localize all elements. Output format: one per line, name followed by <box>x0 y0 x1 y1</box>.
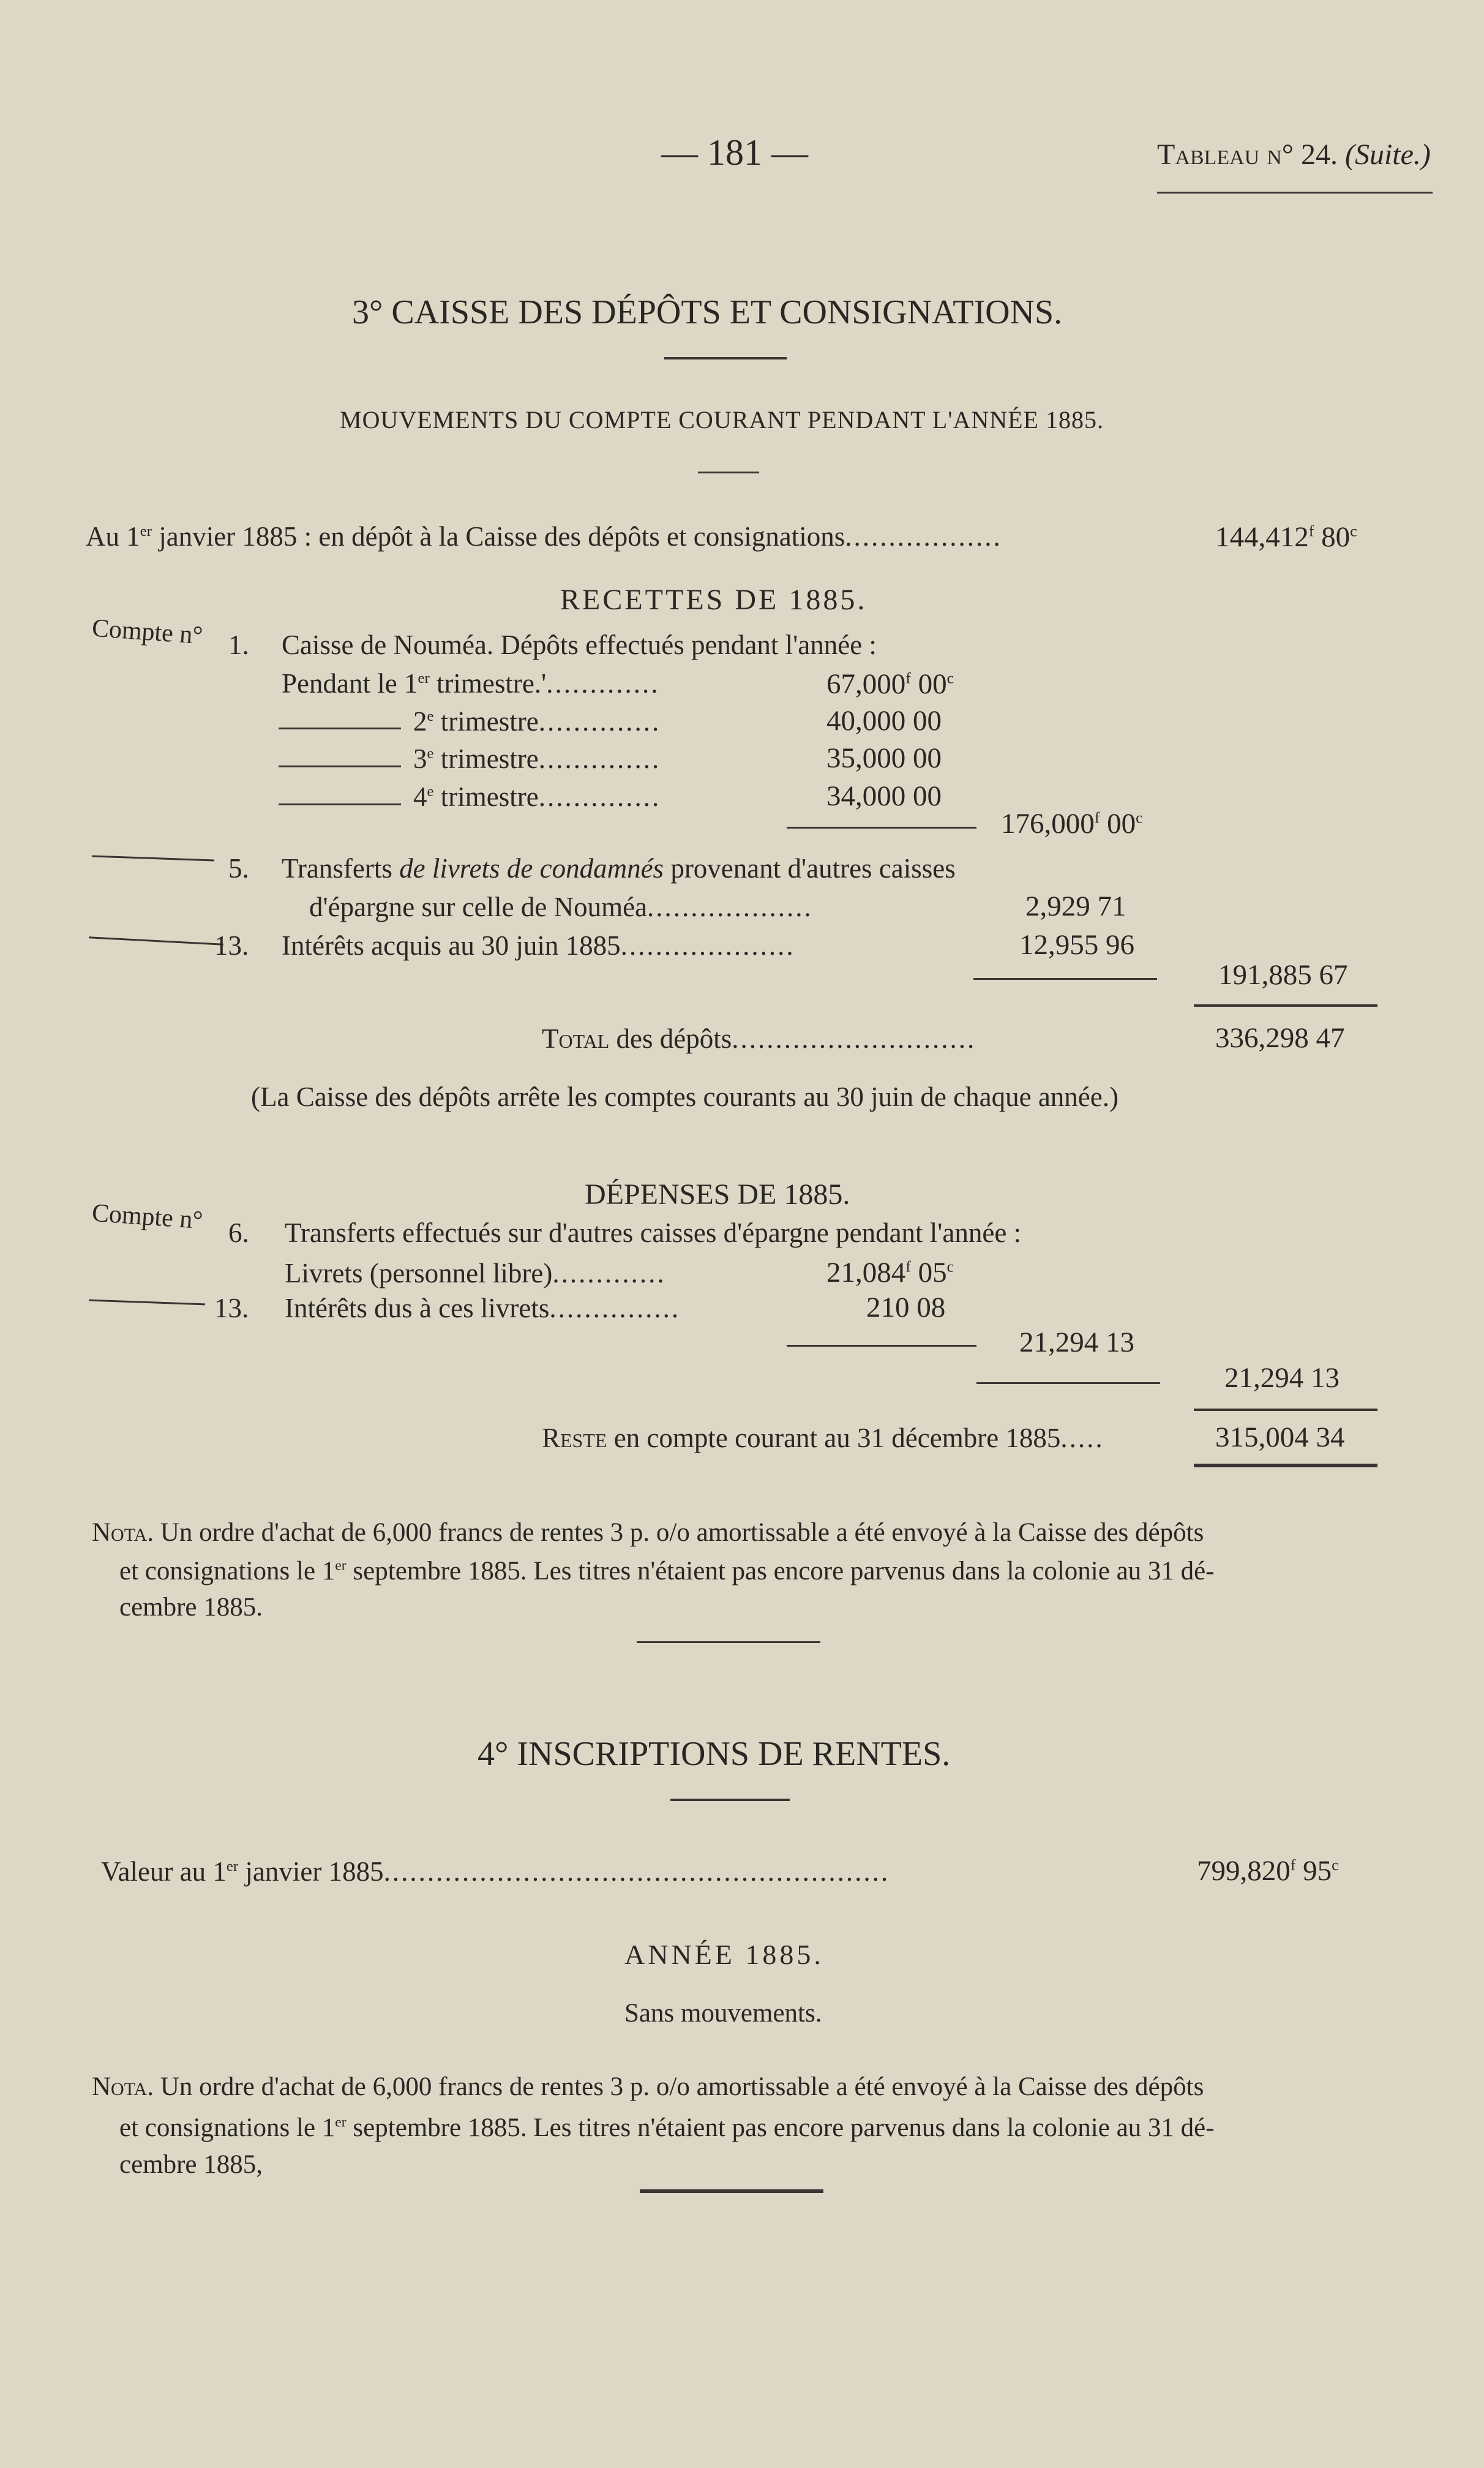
section4-title: 4° INSCRIPTIONS DE RENTES. <box>478 1735 951 1773</box>
ditto-rule-depenses13 <box>89 1300 205 1306</box>
opening-balance-label: Au 1er janvier 1885 : en dépôt à la Caisse des dépôts et consignations.................. <box>86 521 1002 552</box>
trimester-2-amount: 40,000 00 <box>826 705 942 737</box>
depenses-compte13-label: Intérêts dus à ces livrets............... <box>285 1293 681 1323</box>
section4-title-rule <box>670 1799 790 1801</box>
sans-mouvements: Sans mouvements. <box>624 1999 822 2028</box>
ditto-rule-3 <box>279 766 401 767</box>
trimester-2-label: 2e trimestre.............. <box>413 706 661 737</box>
compte6-label: Transferts effectués sur d'autres caisses d'épargne pendant l'année : <box>285 1217 1022 1248</box>
valeur-amount: 799,820$^f$ 95$^c$ <box>1197 1855 1339 1887</box>
compte13-amount: 12,955 96 <box>1019 929 1134 961</box>
trimester-4-label: 4e trimestre.............. <box>413 781 661 812</box>
livrets-amount: 21,084$^f$ 05$^c$ <box>826 1257 954 1289</box>
compte1-number: 1. <box>228 630 249 660</box>
compte1-subtotal-rule <box>787 827 976 829</box>
ditto-rule-2 <box>279 728 401 729</box>
reste-label: Reste en compte courant au 31 décembre 1885..... <box>542 1423 1104 1453</box>
trimester-4-amount: 34,000 00 <box>826 780 942 812</box>
opening-balance-amount: 144,412$^f$ 80$^c$ <box>1215 521 1357 553</box>
nota1-line3: cembre 1885. <box>119 1593 263 1622</box>
trimester-1-amount: 67,000$^f$ 00$^c$ <box>826 668 954 700</box>
tableau-suite: (Suite.) <box>1344 138 1431 171</box>
valeur-label: Valeur au 1er janvier 1885.......................................................... <box>101 1856 890 1887</box>
depenses-compte-label: Compte n° <box>91 1198 204 1235</box>
recettes-heading: RECETTES DE 1885. <box>560 584 868 616</box>
nota1-line1: Nota. Un ordre d'achat de 6,000 francs de rentes 3 p. o/o amortissable a été envoyé à la Caisse des dépôts <box>92 1518 1204 1547</box>
compte5-amount: 2,929 71 <box>1025 890 1126 922</box>
nota2-line3: cembre 1885, <box>119 2150 263 2179</box>
section3-end-rule <box>637 1641 820 1643</box>
depenses-total: 21,294 13 <box>1224 1362 1340 1394</box>
compte1-label: Caisse de Nouméa. Dépôts effectués pendant l'année : <box>282 630 877 660</box>
nota2-line1: Nota. Un ordre d'achat de 6,000 francs de rentes 3 p. o/o amortissable a été envoyé à la Caisse des dépôts <box>92 2072 1204 2101</box>
note-parenthetical: (La Caisse des dépôts arrête les comptes courants au 30 juin de chaque année.) <box>251 1082 1119 1112</box>
tableau-reference <box>1157 138 1431 171</box>
trimester-3-amount: 35,000 00 <box>826 742 942 774</box>
header-rule <box>1157 192 1433 194</box>
reste-double-rule <box>1194 1464 1377 1467</box>
compte6-number: 6. <box>228 1217 249 1248</box>
section3-title-rule <box>664 357 787 359</box>
section3-title: 3° CAISSE DES DÉPÔTS ET CONSIGNATIONS. <box>352 293 1063 331</box>
total-depots-rule <box>1194 1004 1377 1007</box>
section3-subtitle: MOUVEMENTS DU COMPTE COURANT PENDANT L'ANNÉE 1885. <box>340 406 1104 434</box>
depenses-heading: DÉPENSES DE 1885. <box>585 1178 850 1211</box>
annee-heading: ANNÉE 1885. <box>624 1939 824 1970</box>
compte5-label-line2: d'épargne sur celle de Nouméa................... <box>309 892 813 922</box>
compte5-label-line1: Transferts de livrets de condamnés provenant d'autres caisses <box>282 853 956 884</box>
total-depots-amount: 336,298 47 <box>1215 1022 1345 1054</box>
page-number: — 181 — <box>661 132 808 173</box>
depenses-subtotal-rule <box>787 1345 976 1347</box>
depenses-compte13-amount: 210 08 <box>866 1292 946 1323</box>
compte-label: Compte n° <box>91 614 204 650</box>
trimester-1-label: Pendant le 1er trimestre.'............. <box>282 668 660 699</box>
ditto-rule-4 <box>279 803 401 805</box>
ditto-rule-compte5 <box>92 856 214 862</box>
section3-subtitle-rule <box>698 472 759 473</box>
nota1-line2: et consignations le 1er septembre 1885. Les titres n'étaient pas encore parvenus dans la colonie au 31 dé- <box>119 1557 1215 1586</box>
compte5-number: 5. <box>228 853 249 884</box>
livrets-label: Livrets (personnel libre)............. <box>285 1258 666 1289</box>
depenses-compte13-number: 13. <box>214 1293 249 1323</box>
depenses-total-rule <box>976 1382 1160 1384</box>
ditto-rule-compte13 <box>89 936 223 946</box>
recettes-total: 191,885 67 <box>1218 959 1348 991</box>
recettes-subtotal-rule <box>973 978 1157 980</box>
compte1-subtotal: 176,000$^f$ 00$^c$ <box>1001 808 1143 840</box>
nota2-line2: et consignations le 1er septembre 1885. Les titres n'étaient pas encore parvenus dans la colonie au 31 dé- <box>119 2113 1215 2142</box>
trimester-3-label: 3e trimestre.............. <box>413 743 661 774</box>
total-depots-label: Total des dépôts............................ <box>542 1023 976 1054</box>
depenses-subtotal: 21,294 13 <box>1019 1326 1134 1358</box>
reste-amount: 315,004 34 <box>1215 1421 1345 1453</box>
tableau-label: Tableau n° 24. <box>1157 138 1338 171</box>
reste-rule <box>1194 1409 1377 1411</box>
section4-end-rule <box>640 2189 823 2193</box>
compte13-number: 13. <box>214 930 249 961</box>
compte13-label: Intérêts acquis au 30 juin 1885.................... <box>282 930 795 961</box>
